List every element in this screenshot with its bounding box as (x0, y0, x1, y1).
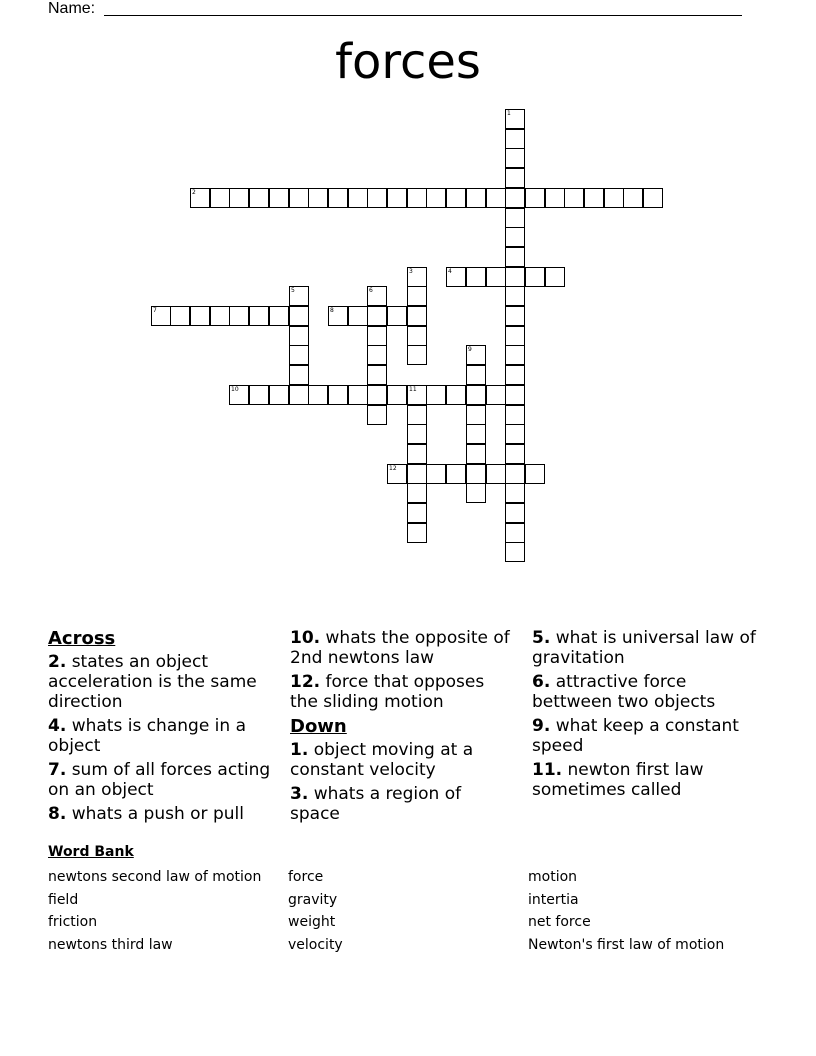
clue-number: 1 (507, 110, 511, 117)
crossword-cell[interactable] (505, 208, 525, 228)
crossword-cell[interactable] (249, 385, 269, 405)
crossword-cell[interactable] (407, 483, 427, 503)
crossword-cell[interactable] (407, 444, 427, 464)
word-bank-item: newtons second law of motion (48, 869, 262, 885)
crossword-cell[interactable] (426, 385, 446, 405)
crossword-cell[interactable] (407, 345, 427, 365)
crossword-cell[interactable] (505, 267, 525, 287)
clue-number: 4 (448, 268, 452, 275)
crossword-cell[interactable] (466, 365, 486, 385)
crossword-cell[interactable] (407, 424, 427, 444)
clue-across-8: 8. whats a push or pull (48, 804, 244, 824)
crossword-cell[interactable] (407, 326, 427, 346)
crossword-cell[interactable] (505, 109, 525, 129)
clue-number: 9 (468, 346, 472, 353)
crossword-cell[interactable] (466, 483, 486, 503)
crossword-cell[interactable] (190, 188, 210, 208)
crossword-cell[interactable] (486, 464, 506, 484)
crossword-cell[interactable] (505, 542, 525, 562)
crossword-cell[interactable] (505, 523, 525, 543)
crossword-cell[interactable] (328, 188, 348, 208)
crossword-cell[interactable] (505, 148, 525, 168)
crossword-cell[interactable] (426, 188, 446, 208)
crossword-cell[interactable] (486, 385, 506, 405)
crossword-cell[interactable] (486, 267, 506, 287)
crossword-cell[interactable] (643, 188, 663, 208)
crossword-cell[interactable] (229, 385, 249, 405)
crossword-cell[interactable] (446, 385, 466, 405)
word-bank-item: weight (288, 914, 336, 930)
word-bank-item: Newton's first law of motion (528, 936, 725, 953)
crossword-cell[interactable] (249, 306, 269, 326)
crossword-cell[interactable] (289, 365, 309, 385)
crossword-cell[interactable] (269, 306, 289, 326)
crossword-cell[interactable] (545, 267, 565, 287)
clue-down-11: 11. newton first law sometimes called (532, 760, 704, 800)
crossword-cell[interactable] (367, 345, 387, 365)
crossword-cell[interactable] (289, 345, 309, 365)
clue-across-10: 10. whats the opposite of 2nd newtons law (290, 628, 510, 668)
crossword-cell[interactable] (407, 405, 427, 425)
word-bank-title: Word Bank (48, 844, 134, 860)
crossword-cell[interactable] (505, 444, 525, 464)
crossword-cell[interactable] (367, 365, 387, 385)
crossword-cell[interactable] (387, 385, 407, 405)
crossword-cell[interactable] (348, 188, 368, 208)
crossword-cell[interactable] (249, 188, 269, 208)
clue-number: 5 (291, 287, 295, 294)
crossword-cell[interactable] (466, 444, 486, 464)
crossword-cell[interactable] (387, 188, 407, 208)
crossword-cell[interactable] (367, 188, 387, 208)
crossword-cell[interactable] (387, 464, 407, 484)
crossword-cell[interactable] (289, 188, 309, 208)
clue-down-1: 1. object moving at a constant velocity (290, 740, 474, 780)
clues-column-1 (48, 628, 288, 828)
down-heading: Down (290, 716, 347, 737)
crossword-cell[interactable] (505, 247, 525, 267)
crossword-cell[interactable] (151, 306, 171, 326)
crossword-cell[interactable] (289, 326, 309, 346)
crossword-cell[interactable] (505, 227, 525, 247)
clue-down-5: 5. what is universal law of gravitation (532, 628, 756, 668)
crossword-cell[interactable] (269, 385, 289, 405)
clue-number: 11 (409, 386, 417, 393)
clues-column-2 (290, 628, 510, 828)
name-label: Name: (48, 0, 96, 17)
clue-down-3: 3. whats a region of space (290, 784, 462, 824)
crossword-cell[interactable] (466, 345, 486, 365)
crossword-cell[interactable] (446, 464, 466, 484)
crossword-cell[interactable] (505, 188, 525, 208)
crossword-cell[interactable] (407, 385, 427, 405)
crossword-cell[interactable] (328, 306, 348, 326)
crossword-cell[interactable] (426, 464, 446, 484)
crossword-cell[interactable] (407, 188, 427, 208)
clue-number: 2 (192, 189, 196, 196)
clue-number: 10 (231, 386, 239, 393)
crossword-cell[interactable] (584, 188, 604, 208)
crossword-cell[interactable] (505, 385, 525, 405)
across-heading: Across (48, 628, 116, 649)
clues-column-3 (532, 628, 768, 804)
crossword-cell[interactable] (525, 267, 545, 287)
clue-across-2: 2. states an object acceleration is the same direction (48, 652, 257, 712)
crossword-cell[interactable] (348, 385, 368, 405)
crossword-cell[interactable] (170, 306, 190, 326)
crossword-cell[interactable] (367, 286, 387, 306)
word-bank-item: gravity (288, 891, 338, 908)
crossword-cell[interactable] (308, 188, 328, 208)
crossword-cell[interactable] (564, 188, 584, 208)
word-bank-item: net force (528, 914, 591, 930)
crossword-cell[interactable] (505, 503, 525, 523)
crossword-cell[interactable] (367, 385, 387, 405)
word-bank-item: velocity (288, 936, 343, 953)
word-bank-item: friction (48, 914, 98, 930)
crossword-cell[interactable] (446, 267, 466, 287)
crossword-cell[interactable] (210, 306, 230, 326)
word-bank-column-1 (48, 868, 261, 958)
clue-across-4: 4. whats is change in a object (48, 716, 246, 756)
crossword-cell[interactable] (486, 188, 506, 208)
crossword-cell[interactable] (289, 385, 309, 405)
crossword-cell[interactable] (367, 405, 387, 425)
crossword-cell[interactable] (407, 267, 427, 287)
crossword-cell[interactable] (407, 523, 427, 543)
crossword-cell[interactable] (466, 424, 486, 444)
crossword-cell[interactable] (348, 306, 368, 326)
crossword-cell[interactable] (505, 306, 525, 326)
page-title: forces (335, 34, 481, 90)
clue-across-12: 12. force that opposes the sliding motion (290, 672, 485, 712)
crossword-cell[interactable] (407, 503, 427, 523)
clue-number: 3 (409, 268, 413, 275)
crossword-cell[interactable] (505, 345, 525, 365)
crossword-cell[interactable] (505, 365, 525, 385)
crossword-cell[interactable] (289, 286, 309, 306)
crossword-cell[interactable] (367, 306, 387, 326)
crossword-cell[interactable] (308, 385, 328, 405)
crossword-cell[interactable] (505, 326, 525, 346)
crossword-cell[interactable] (505, 286, 525, 306)
crossword-cell[interactable] (446, 188, 466, 208)
crossword-cell[interactable] (505, 464, 525, 484)
crossword-cell[interactable] (505, 424, 525, 444)
crossword-cell[interactable] (604, 188, 624, 208)
crossword-cell[interactable] (229, 306, 249, 326)
crossword-cell[interactable] (190, 306, 210, 326)
crossword-cell[interactable] (387, 306, 407, 326)
crossword-cell[interactable] (367, 326, 387, 346)
clue-number: 6 (369, 287, 373, 294)
crossword-cell[interactable] (466, 405, 486, 425)
crossword-cell[interactable] (525, 464, 545, 484)
clue-across-7: 7. sum of all forces acting on an object (48, 760, 271, 800)
crossword-cell[interactable] (505, 129, 525, 149)
crossword-cell[interactable] (229, 188, 249, 208)
crossword-cell[interactable] (525, 188, 545, 208)
word-bank-item: newtons third law (48, 936, 173, 953)
crossword-cell[interactable] (505, 405, 525, 425)
crossword-cell[interactable] (407, 306, 427, 326)
word-bank-item: intertia (528, 891, 579, 908)
clue-down-6: 6. attractive force bettween two objects (532, 672, 716, 712)
word-bank-column-2 (288, 868, 343, 958)
clue-number: 12 (389, 465, 397, 472)
word-bank-item: field (48, 891, 79, 908)
word-bank-item: force (288, 869, 324, 885)
crossword-cell[interactable] (466, 267, 486, 287)
clue-number: 8 (330, 307, 334, 314)
crossword-cell[interactable] (545, 188, 565, 208)
crossword-cell[interactable] (210, 188, 230, 208)
crossword-cell[interactable] (328, 385, 348, 405)
crossword-cell[interactable] (407, 464, 427, 484)
clue-down-9: 9. what keep a constant speed (532, 716, 739, 756)
crossword-cell[interactable] (466, 188, 486, 208)
crossword-cell[interactable] (466, 385, 486, 405)
crossword-cell[interactable] (623, 188, 643, 208)
crossword-cell[interactable] (407, 286, 427, 306)
word-bank-column-3 (528, 868, 724, 958)
crossword-cell[interactable] (289, 306, 309, 326)
word-bank-item: motion (528, 869, 578, 885)
crossword-cell[interactable] (269, 188, 289, 208)
crossword-cell[interactable] (505, 483, 525, 503)
crossword-cell[interactable] (505, 168, 525, 188)
clue-number: 7 (153, 307, 157, 314)
crossword-cell[interactable] (466, 464, 486, 484)
